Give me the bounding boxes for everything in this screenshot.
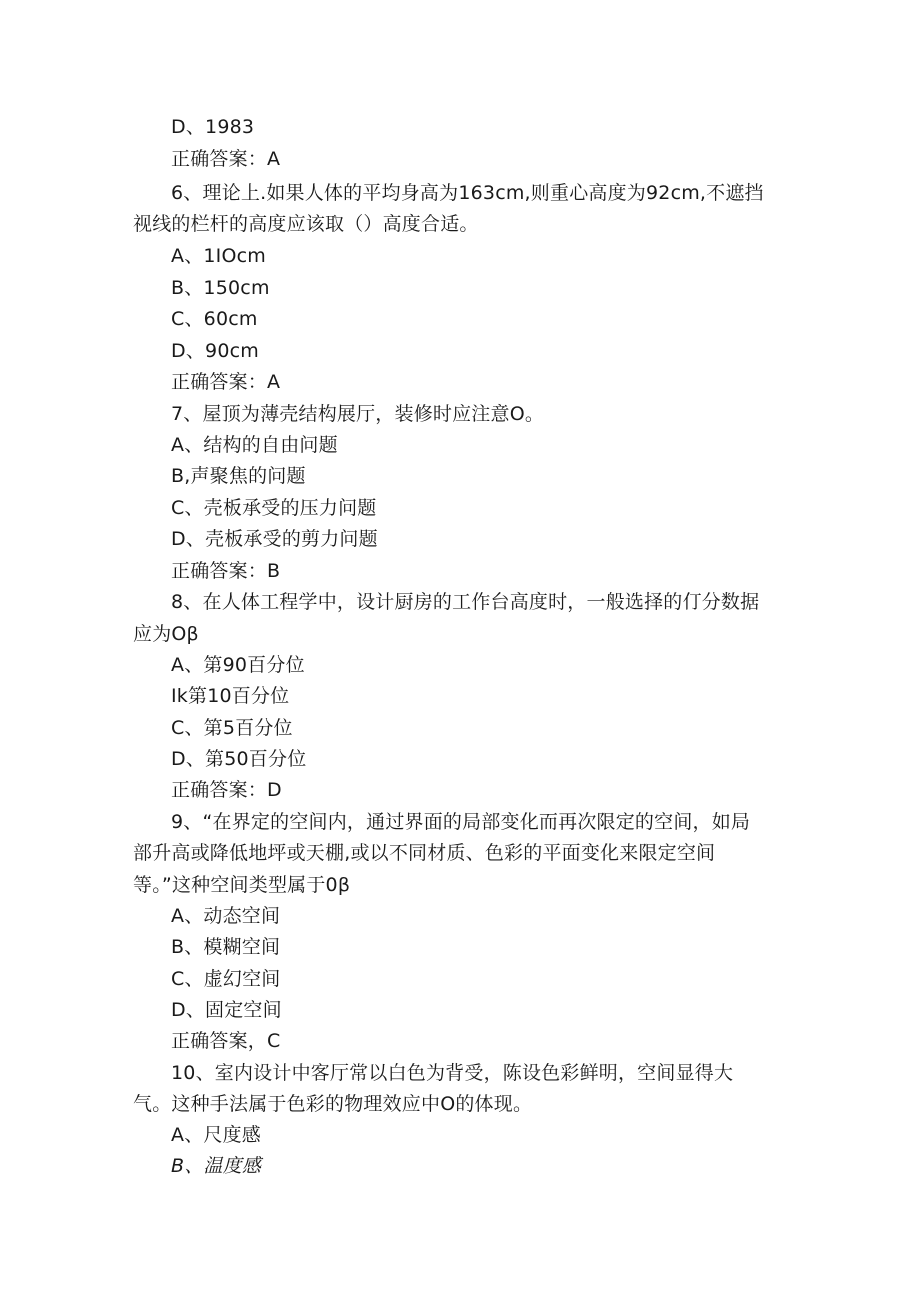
q9-question-line-1: 9、“在界定的空间内，通过界面的局部变化而再次限定的空间，如局 bbox=[171, 811, 751, 833]
q7-option-c: C、壳板承受的压力问题 bbox=[171, 497, 377, 519]
q8-option-d: D、第50百分位 bbox=[171, 748, 307, 770]
q7-option-d: D、壳板承受的剪力问题 bbox=[171, 528, 378, 550]
q9-option-a: A、动态空间 bbox=[171, 905, 281, 927]
q10-option-a: A、尺度感 bbox=[171, 1124, 261, 1146]
q6-question-line-2: 视线的栏杆的高度应该取（）高度合适。 bbox=[133, 213, 479, 235]
q5-answer: 正确答案：A bbox=[171, 148, 281, 170]
q9-option-c: C、虚幻空间 bbox=[171, 968, 281, 990]
q6-option-b: B、150cm bbox=[171, 277, 270, 299]
q6-option-c: C、60cm bbox=[171, 308, 258, 330]
q7-option-a: A、结构的自由问题 bbox=[171, 434, 338, 456]
q7-question: 7、屋顶为薄壳结构展厅，装修时应注意O。 bbox=[171, 403, 545, 425]
q6-option-d: D、90cm bbox=[171, 340, 259, 362]
q8-option-c: C、第5百分位 bbox=[171, 717, 293, 739]
q6-answer: 正确答案：A bbox=[171, 371, 281, 393]
q5-option-d: D、1983 bbox=[171, 116, 255, 138]
q7-option-b: B,声聚焦的问题 bbox=[171, 465, 306, 487]
q9-question-line-3: 等。”这种空间类型属于0β bbox=[133, 874, 351, 896]
q10-option-b: B、温度感 bbox=[171, 1155, 262, 1177]
q10-question-line-1: 10、室内设计中客厅常以白色为背受，陈设色彩鲜明，空间显得大 bbox=[171, 1062, 734, 1084]
q8-question-line-1: 8、在人体工程学中，设计厨房的工作台高度时，一般选择的仃分数据 bbox=[171, 591, 760, 613]
q10-question-line-2: 气。这种手法属于色彩的物理效应中O的体现。 bbox=[133, 1093, 533, 1115]
q8-question-line-2: 应为Oβ bbox=[133, 623, 199, 645]
q9-answer: 正确答案，C bbox=[171, 1030, 281, 1052]
q7-answer: 正确答案：B bbox=[171, 560, 281, 582]
q9-option-d: D、固定空间 bbox=[171, 999, 282, 1021]
q6-option-a: A、1IOcm bbox=[171, 245, 266, 267]
q8-answer: 正确答案：D bbox=[171, 779, 282, 801]
q9-option-b: B、模糊空间 bbox=[171, 936, 281, 958]
q8-option-b: Ik第10百分位 bbox=[171, 685, 290, 707]
q6-question-line-1: 6、理论上.如果人体的平均身高为163cm,则重心高度为92cm,不遮挡 bbox=[171, 182, 764, 204]
q9-question-line-2: 部升高或降低地坪或天棚,或以不同材质、色彩的平面变化来限定空间 bbox=[133, 842, 716, 864]
q8-option-a: A、第90百分位 bbox=[171, 654, 305, 676]
